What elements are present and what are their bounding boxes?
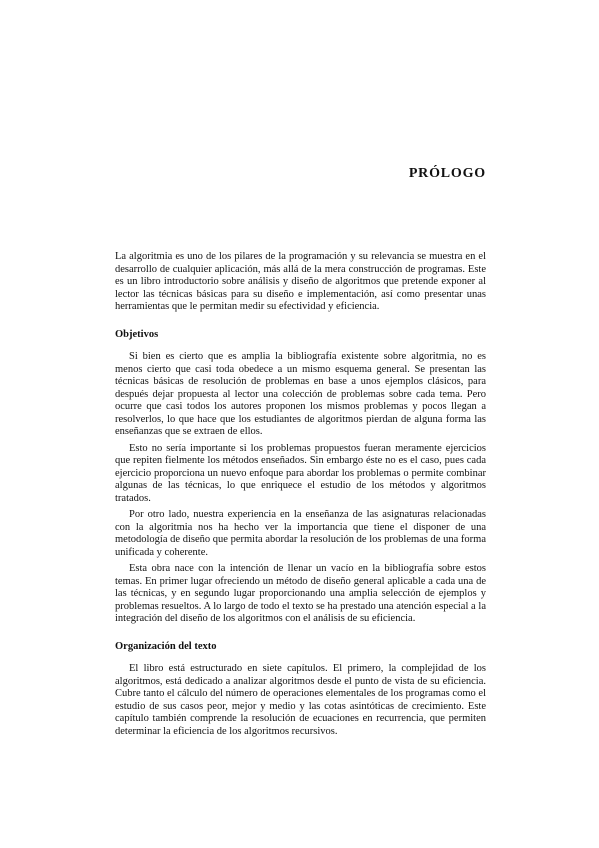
- objetivos-paragraph-3: Por otro lado, nuestra experiencia en la enseñanza de las asignaturas relacionadas con la algoritmia nos ha hecho ver la importancia que tiene el disponer de una metodología de diseño que permita abordar la resolución de los problemas de una forma unificada y coherente.: [115, 509, 486, 558]
- body-text: [115, 251, 486, 742]
- section-heading-objetivos: Objetivos: [115, 328, 159, 340]
- objetivos-paragraph-4: Esta obra nace con la intención de llenar un vacío en la bibliografía sobre estos temas. En primer lugar ofreciendo un método de diseño general aplicable a cada una de las técnicas, y en segundo lugar proporcionando una amplia selección de ejemplos y problemas resueltos. A lo largo de todo el texto se ha prestado una atención especial a la integración del diseño de los algoritmos con el análisis de su eficiencia.: [115, 563, 486, 624]
- objetivos-paragraph-2: Esto no sería importante si los problemas propuestos fueran meramente ejercicios que repiten fielmente los métodos enseñados. Sin embargo éste no es el caso, pues cada ejercicio proporciona un nuevo enfoque para abordar los problemas o permite combinar algunas de las técnicas, lo que enriquece el estudio de los métodos y algoritmos tratados.: [115, 442, 486, 504]
- intro-paragraph: La algoritmia es uno de los pilares de la programación y su relevancia se muestra en el desarrollo de cualquier aplicación, más allá de la mera construcción de programas. Este es un libro introductorio sobre análisis y diseño de algoritmos que pretende exponer al lector las técnicas básicas para su diseño e implementación, así como presentar unas herramientas que le permitan medir su efectividad y eficiencia.: [115, 251, 486, 312]
- page-title: PRÓLOGO: [408, 166, 486, 181]
- section-heading-organizacion: Organización del texto: [115, 640, 217, 652]
- organizacion-paragraph-1: El libro está estructurado en siete capítulos. El primero, la complejidad de los algoritmos, está dedicado a analizar algoritmos desde el punto de vista de su eficiencia. Cubre tanto el cálculo del número de operaciones elementales de los programas como el estudio de sus casos peor, mejor y medio y las cotas asintóticas de crecimiento. Este capítulo también comprende la resolución de ecuaciones en recurrencia, que permiten determinar la eficiencia de los algoritmos recursivos.: [115, 663, 486, 737]
- objetivos-paragraph-1: Si bien es cierto que es amplia la bibliografía existente sobre algoritmia, no es menos cierto que casi toda obedece a un mismo esquema general. Se presentan las técnicas básicas de resolución de problemas en base a unos ejemplos clásicos, para después dejar propuesta al lector una colección de problemas sobre cada tema. Pero ocurre que casi todos los autores proponen los mismos problemas y pocos llegan a resolverlos, lo que hace que los estudiantes de algoritmos pierdan de alguna forma las enseñanzas que se extraen de ellos.: [115, 351, 486, 437]
